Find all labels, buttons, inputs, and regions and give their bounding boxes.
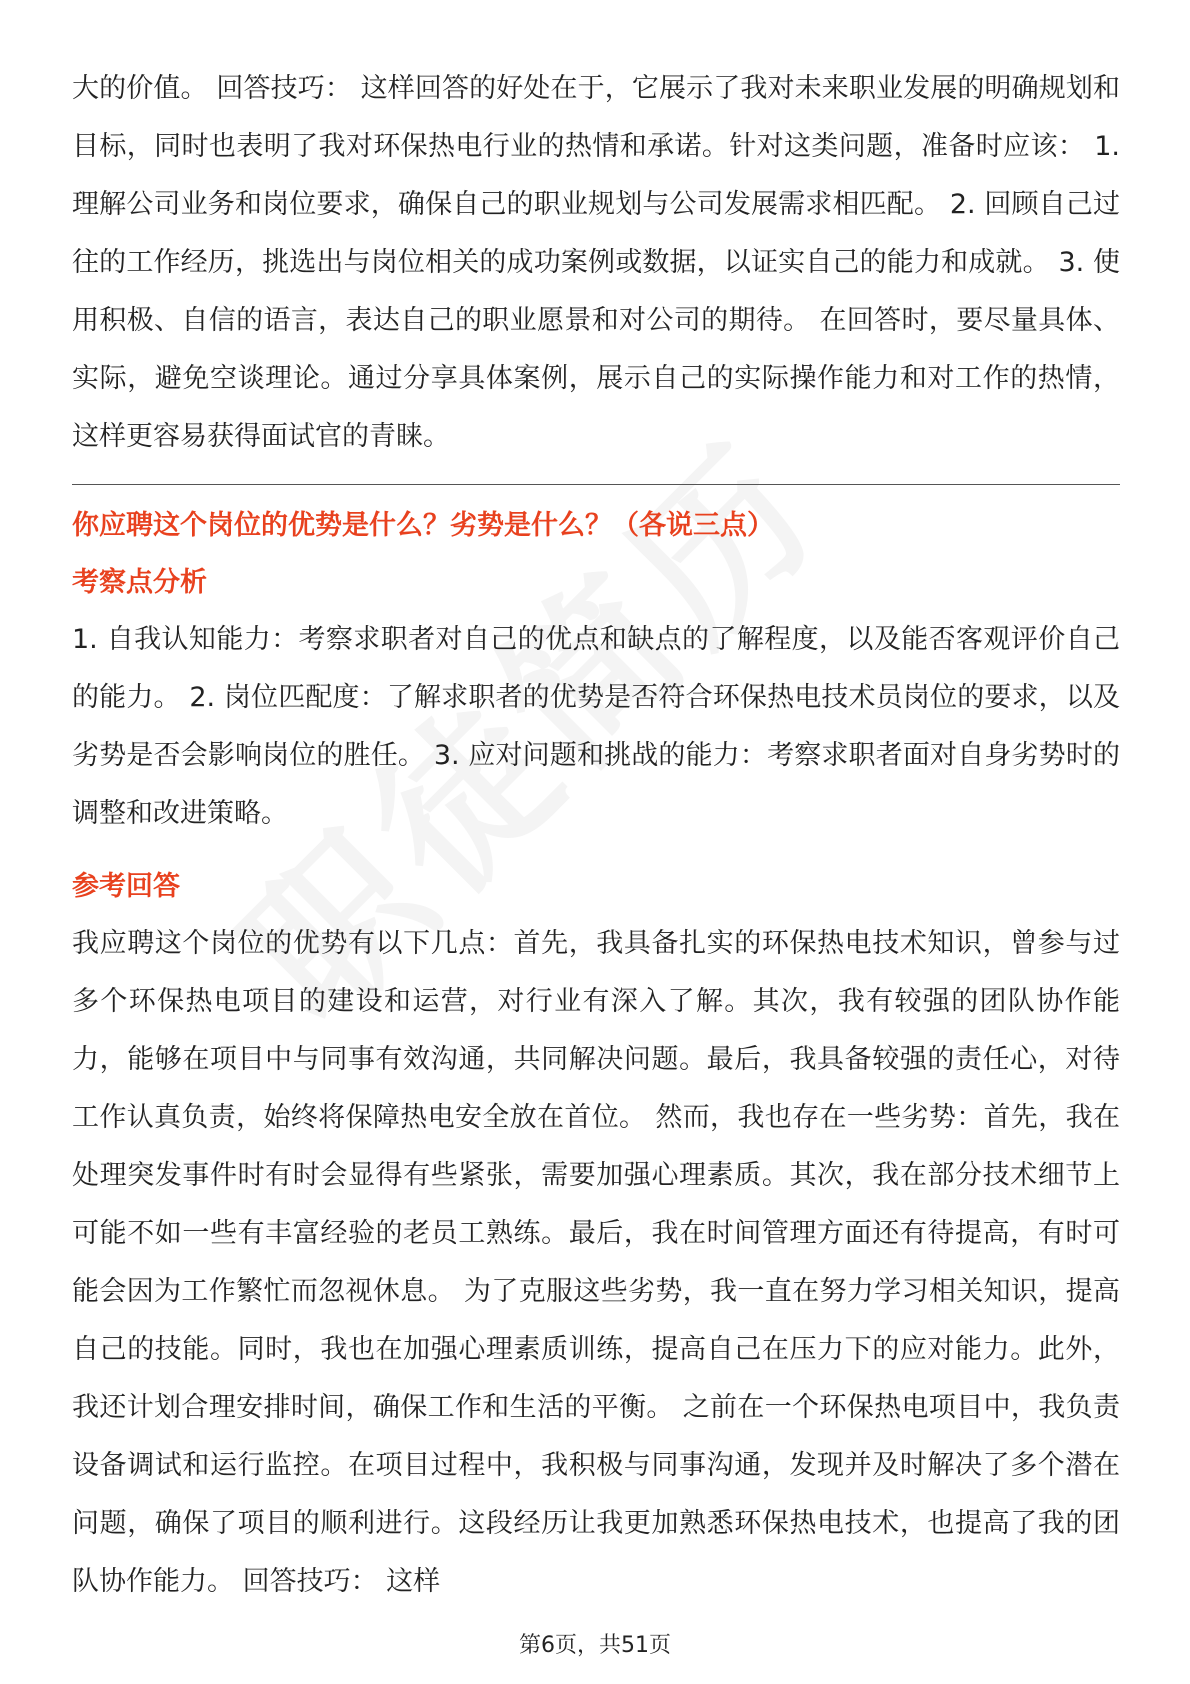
question-heading: 你应聘这个岗位的优势是什么？劣势是什么？（各说三点）	[72, 510, 774, 541]
intro-paragraph: 大的价值。 回答技巧： 这样回答的好处在于，它展示了我对未来职业发展的明确规划和目标，同时也表明了我对环保热电行业的热情和承诺。针对这类问题，准备时应该： 1. 理解公司业务和岗位要求，确保自己的职业规划与公司发展需求相匹配。 2. 回顾自己过往的工作经历，挑选出与岗位相关的成功案例或数据，以证实自己的能力和成就。 3. 使用积极、自信的语言，表达自己的职业愿景和对公司的期待。 在回答时，要尽量具体、实际，避免空谈理论。通过分享具体案例，展示自己的实际操作能力和对工作的热情，这样更容易获得面试官的青睐。	[72, 73, 1120, 452]
answer-title: 参考回答	[72, 871, 180, 902]
page-content	[72, 60, 1120, 1611]
answer-body: 我应聘这个岗位的优势有以下几点：首先，我具备扎实的环保热电技术知识，曾参与过多个环保热电项目的建设和运营，对行业有深入了解。其次，我有较强的团队协作能力，能够在项目中与同事有效沟通，共同解决问题。最后，我具备较强的责任心，对待工作认真负责，始终将保障热电安全放在首位。 然而，我也存在一些劣势：首先，我在处理突发事件时有时会显得有些紧张，需要加强心理素质。其次，我在部分技术细节上可能不如一些有丰富经验的老员工熟练。最后，我在时间管理方面还有待提高，有时可能会因为工作繁忙而忽视休息。 为了克服这些劣势，我一直在努力学习相关知识，提高自己的技能。同时，我也在加强心理素质训练，提高自己在压力下的应对能力。此外，我还计划合理安排时间，确保工作和生活的平衡。 之前在一个环保热电项目中，我负责设备调试和运行监控。在项目过程中，我积极与同事沟通，发现并及时解决了多个潜在问题，确保了项目的顺利进行。这段经历让我更加熟悉环保热电技术，也提高了我的团队协作能力。 回答技巧： 这样	[72, 928, 1120, 1597]
analysis-title: 考察点分析	[72, 567, 207, 598]
section-divider	[72, 484, 1120, 485]
section-gap	[72, 843, 1120, 855]
analysis-body: 1. 自我认知能力：考察求职者对自己的优点和缺点的了解程度，以及能否客观评价自己的能力。 2. 岗位匹配度：了解求职者的优势是否符合环保热电技术员岗位的要求，以及劣势是否会影响岗位的胜任。 3. 应对问题和挑战的能力：考察求职者面对自身劣势时的调整和改进策略。	[72, 624, 1120, 829]
page-number: 第6页，共51页	[519, 1633, 671, 1658]
